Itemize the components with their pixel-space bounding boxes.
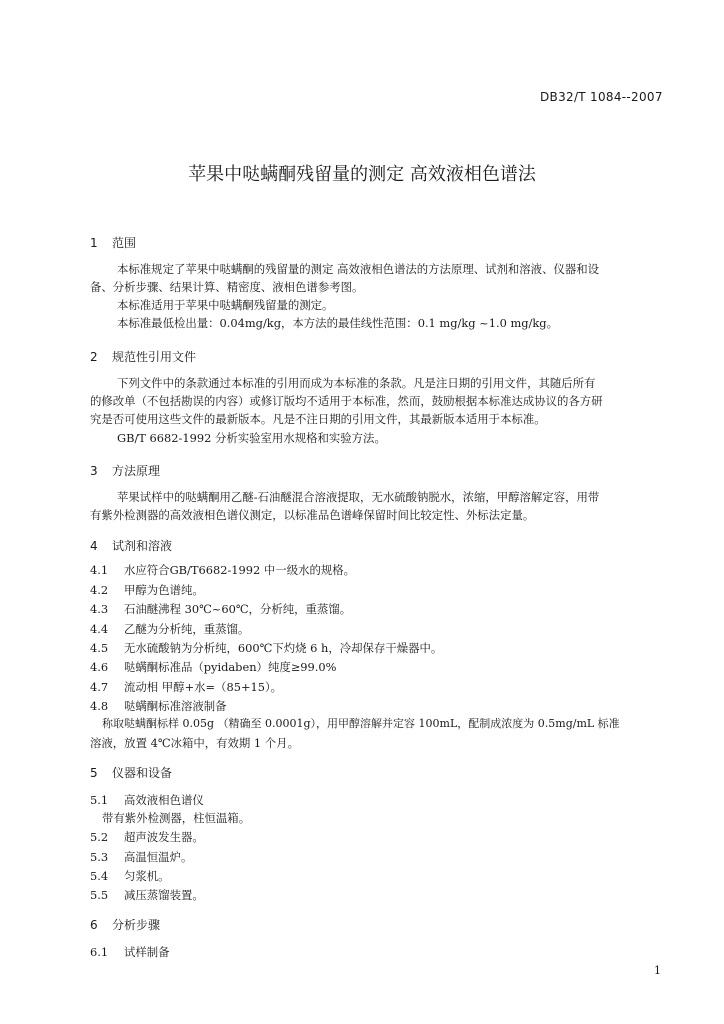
list-item <box>90 887 204 903</box>
paragraph-line: 下列文件中的条款通过本标准的引用而成为本标准的条款。凡是注日期的引用文件，其随后所有 <box>117 376 596 390</box>
list-item <box>90 562 355 578</box>
section-title: 规范性引用文件 <box>112 350 197 364</box>
item-text: 无水硫酸钠为分析纯，600℃下灼烧 6 h，冷却保存干燥器中。 <box>124 641 443 655</box>
item-number: 5.1 <box>90 793 109 807</box>
list-item <box>90 679 282 695</box>
section-6-heading <box>90 916 160 933</box>
section-1-heading <box>90 234 136 251</box>
section-title: 试剂和溶液 <box>112 539 173 553</box>
section-number: 5 <box>90 766 98 780</box>
section-title: 分析步骤 <box>112 918 161 932</box>
item-text: 哒螨酮标准品（pyidaben）纯度≥99.0% <box>124 660 337 674</box>
item-number: 6.1 <box>90 945 109 959</box>
item-number: 5.2 <box>90 830 109 844</box>
list-item <box>90 601 351 617</box>
list-item <box>90 582 204 598</box>
item-number: 4.4 <box>90 622 109 636</box>
page-number: 1 <box>654 964 661 977</box>
paragraph-line: 有紫外检测器的高效液相色谱仪测定，以标准品色谱峰保留时间比较定性、外标法定量。 <box>90 508 535 522</box>
item-text: 流动相 甲醇+水=（85+15）。 <box>124 680 283 694</box>
section-3-heading <box>90 462 160 479</box>
item-text: 高温恒温炉。 <box>124 850 193 864</box>
paragraph-line: 的修改单（不包括勘误的内容）或修订版均不适用于本标准，然而，鼓励根据本标准达成协议的各方研 <box>90 394 603 408</box>
item-text: 匀浆机。 <box>124 869 170 883</box>
list-item <box>90 849 192 865</box>
list-item <box>90 640 442 656</box>
paragraph-line: 苹果试样中的哒螨酮用乙醚-石油醚混合溶液提取，无水硫酸钠脱水，浓缩，甲醇溶解定容，用带 <box>117 490 600 504</box>
list-item <box>90 621 249 637</box>
item-number: 4.3 <box>90 602 109 616</box>
paragraph-line: 带有紫外检测器，柱恒温箱。 <box>102 811 251 825</box>
list-item <box>90 698 227 714</box>
item-text: 超声波发生器。 <box>124 830 204 844</box>
section-number: 4 <box>90 539 98 553</box>
standard-code: DB32/T 1084--2007 <box>540 90 663 104</box>
paragraph-line: GB/T 6682-1992 分析实验室用水规格和实验方法。 <box>117 431 386 445</box>
section-2-heading <box>90 348 196 365</box>
list-item <box>90 944 170 960</box>
section-4-heading <box>90 537 172 554</box>
section-number: 2 <box>90 350 98 364</box>
item-number: 5.3 <box>90 850 109 864</box>
item-number: 4.1 <box>90 563 109 577</box>
item-text: 哒螨酮标准溶液制备 <box>124 699 227 713</box>
paragraph-line: 本标准适用于苹果中哒螨酮残留量的测定。 <box>117 298 334 312</box>
paragraph-line: 备、分析步骤、结果计算、精密度、液相色谱参考图。 <box>90 280 364 294</box>
section-title: 方法原理 <box>112 464 161 478</box>
paragraph-line: 本标准最低检出量：0.04mg/kg，本方法的最佳线性范围：0.1 mg/kg ~1.0 mg/kg。 <box>117 316 558 330</box>
item-number: 4.8 <box>90 699 109 713</box>
item-text: 乙醚为分析纯，重蒸馏。 <box>124 622 250 636</box>
paragraph-line: 溶液，放置 4℃冰箱中，有效期 1 个月。 <box>90 736 299 750</box>
paragraph-line: 本标准规定了苹果中哒螨酮的残留量的测定 高效液相色谱法的方法原理、试剂和溶液、仪器和设 <box>117 262 600 276</box>
item-text: 减压蒸馏装置。 <box>124 888 204 902</box>
section-5-heading <box>90 764 172 781</box>
list-item <box>90 829 204 845</box>
paragraph-line: 称取哒螨酮标样 0.05g （精确至 0.0001g），用甲醇溶解并定容 100mL，配制成浓度为 0.5mg/mL 标准 <box>102 717 620 730</box>
item-text: 高效液相色谱仪 <box>124 793 204 807</box>
item-text: 试样制备 <box>124 945 170 959</box>
document-title: 苹果中哒螨酮残留量的测定 高效液相色谱法 <box>188 164 536 185</box>
section-number: 3 <box>90 464 98 478</box>
section-number: 6 <box>90 918 98 932</box>
paragraph-line: 究是否可使用这些文件的最新版本。凡是不注日期的引用文件，其最新版本适用于本标准。 <box>90 412 546 426</box>
item-number: 5.4 <box>90 869 109 883</box>
section-title: 仪器和设备 <box>112 766 173 780</box>
list-item <box>90 659 336 675</box>
item-number: 4.5 <box>90 641 109 655</box>
item-number: 4.2 <box>90 583 109 597</box>
item-number: 4.7 <box>90 680 109 694</box>
item-number: 4.6 <box>90 660 109 674</box>
item-text: 甲醇为色谱纯。 <box>124 583 204 597</box>
item-text: 水应符合GB/T6682-1992 中一级水的规格。 <box>124 563 356 577</box>
list-item <box>90 868 170 884</box>
list-item <box>90 792 204 808</box>
item-number: 5.5 <box>90 888 109 902</box>
section-title: 范围 <box>112 236 137 250</box>
item-text: 石油醚沸程 30℃~60℃，分析纯，重蒸馏。 <box>124 602 352 616</box>
section-number: 1 <box>90 236 98 250</box>
